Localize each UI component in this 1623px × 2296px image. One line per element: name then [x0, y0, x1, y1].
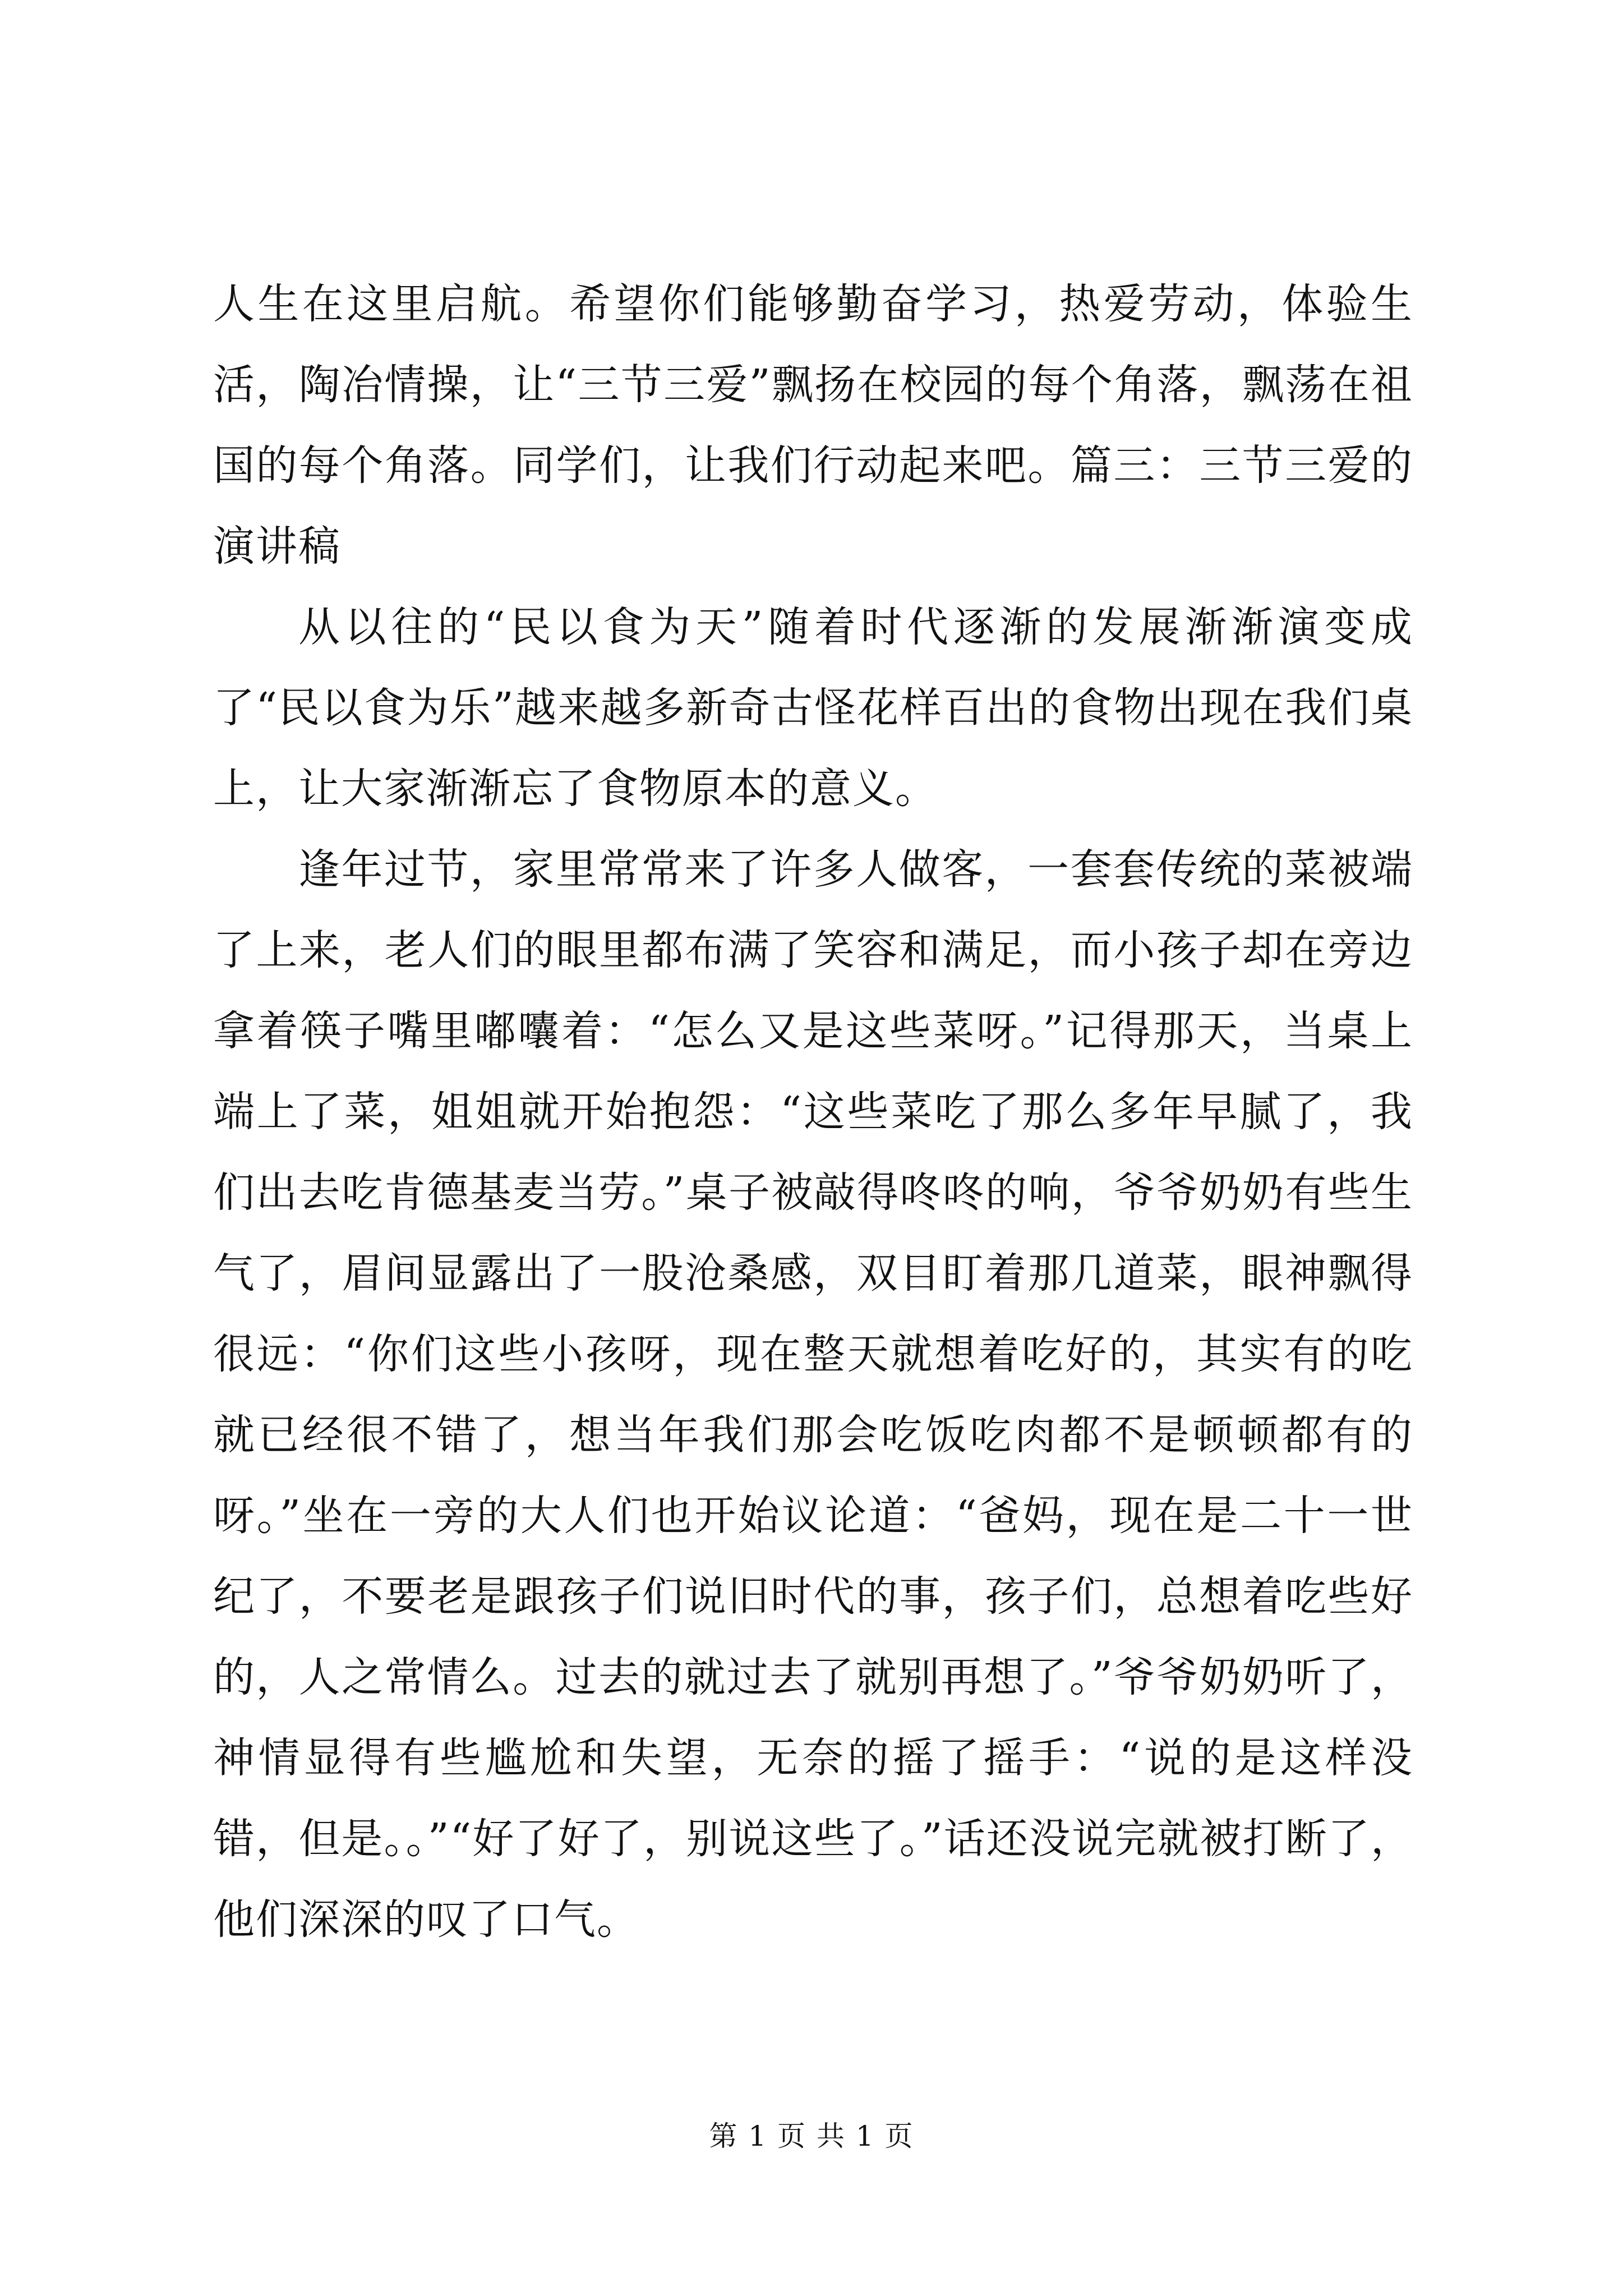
paragraph-1: 人生在这里启航。希望你们能够勤奋学习，热爱劳动，体验生活，陶冶情操，让“三节三爱”飘扬在校园的每个角落，飘荡在祖国的每个角落。同学们，让我们行动起来吧。篇三：三节三爱的演讲稿	[213, 280, 1413, 570]
page-footer: 第 1 页 共 1 页	[709, 2120, 914, 2152]
paragraph-2: 从以往的“民以食为天”随着时代逐渐的发展渐渐演变成了“民以食为乐”越来越多新奇古怪花样百出的食物出现在我们桌上，让大家渐渐忘了食物原本的意义。	[213, 603, 1413, 813]
paragraph-3: 逢年过节，家里常常来了许多人做客，一套套传统的菜被端了上来，老人们的眼里都布满了笑容和满足，而小孩子却在旁边拿着筷子嘴里嘟囔着：“怎么又是这些菜呀。”记得那天，当桌上端上了菜，姐姐就开始抱怨：“这些菜吃了那么多年早腻了，我们出去吃肯德基麦当劳。”桌子被敲得咚咚的响，爷爷奶奶有些生气了，眉间显露出了一股沧桑感，双目盯着那几道菜，眼神飘得很远：“你们这些小孩呀，现在整天就想着吃好的，其实有的吃就已经很不错了，想当年我们那会吃饭吃肉都不是顿顿都有的呀。”坐在一旁的大人们也开始议论道：“爸妈，现在是二十一世纪了，不要老是跟孩子们说旧时代的事，孩子们，总想着吃些好的，人之常情么。过去的就过去了就别再想了。”爷爷奶奶听了，神情显得有些尴尬和失望，无奈的摇了摇手：“说的是这样没错，但是。。”“好了好了，别说这些了。”话还没说完就被打断了，他们深深的叹了口气。	[213, 845, 1413, 1944]
document-body	[213, 264, 1413, 1960]
